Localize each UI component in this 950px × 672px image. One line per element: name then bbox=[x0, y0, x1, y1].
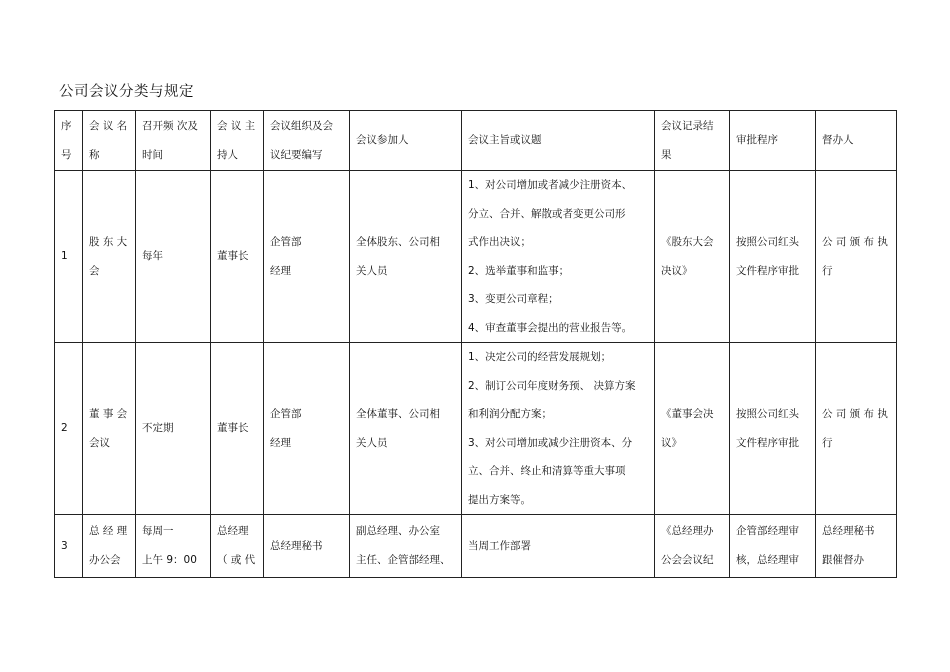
col-header-organizer: 会议组织及会 议纪要编写 bbox=[264, 111, 350, 171]
cell-name: 总 经 理 办公会 bbox=[83, 515, 136, 578]
cell-name: 股 东 大 会 bbox=[83, 171, 136, 343]
col-header-supervisor: 督办人 bbox=[816, 111, 897, 171]
cell-participants: 全体股东、公司相 关人员 bbox=[350, 171, 462, 343]
cell-host: 董事长 bbox=[211, 171, 264, 343]
table-row bbox=[55, 515, 897, 578]
cell-organizer: 企管部 经理 bbox=[264, 171, 350, 343]
col-header-name: 会 议 名 称 bbox=[83, 111, 136, 171]
col-header-approval: 审批程序 bbox=[730, 111, 816, 171]
cell-frequency: 每年 bbox=[136, 171, 211, 343]
cell-organizer: 企管部 经理 bbox=[264, 343, 350, 515]
cell-frequency: 不定期 bbox=[136, 343, 211, 515]
cell-topics: 1、对公司增加或者减少注册资本、 分立、合并、解散或者变更公司形 式作出决议； 2、选举董事和监事； 3、变更公司章程； 4、审查董事会提出的营业报告等。 bbox=[462, 171, 655, 343]
cell-no: 3 bbox=[55, 515, 83, 578]
cell-organizer: 总经理秘书 bbox=[264, 515, 350, 578]
header-row bbox=[55, 111, 897, 171]
col-header-record: 会议记录结 果 bbox=[655, 111, 730, 171]
cell-name: 董 事 会 会议 bbox=[83, 343, 136, 515]
cell-participants: 全体董事、公司相 关人员 bbox=[350, 343, 462, 515]
cell-record: 《总经理办 公会会议纪 bbox=[655, 515, 730, 578]
cell-frequency: 每周一 上午 9：00 bbox=[136, 515, 211, 578]
cell-host: 总经理 （ 或 代 bbox=[211, 515, 264, 578]
col-header-frequency: 召开频 次及 时间 bbox=[136, 111, 211, 171]
table-row bbox=[55, 343, 897, 515]
cell-no: 1 bbox=[55, 171, 83, 343]
cell-participants: 副总经理、办公室 主任、企管部经理、 bbox=[350, 515, 462, 578]
cell-topics: 当周工作部署 bbox=[462, 515, 655, 578]
document-title: 公司会议分类与规定 bbox=[59, 84, 194, 100]
cell-supervisor: 公 司 颁 布 执 行 bbox=[816, 343, 897, 515]
cell-record: 《董事会决 议》 bbox=[655, 343, 730, 515]
table-row bbox=[55, 171, 897, 343]
cell-approval: 企管部经理审 核，总经理审 bbox=[730, 515, 816, 578]
cell-no: 2 bbox=[55, 343, 83, 515]
col-header-no: 序 号 bbox=[55, 111, 83, 171]
col-header-host: 会 议 主 持人 bbox=[211, 111, 264, 171]
col-header-topics: 会议主旨或议题 bbox=[462, 111, 655, 171]
cell-host: 董事长 bbox=[211, 343, 264, 515]
col-header-participants: 会议参加人 bbox=[350, 111, 462, 171]
cell-supervisor: 公 司 颁 布 执 行 bbox=[816, 171, 897, 343]
cell-approval: 按照公司红头 文件程序审批 bbox=[730, 343, 816, 515]
meeting-table bbox=[54, 110, 897, 578]
cell-approval: 按照公司红头 文件程序审批 bbox=[730, 171, 816, 343]
cell-supervisor: 总经理秘书 跟催督办 bbox=[816, 515, 897, 578]
cell-topics: 1、决定公司的经营发展规划； 2、制订公司年度财务预、 决算方案 和利润分配方案； 3、对公司增加或减少注册资本、分 立、合并、终止和清算等重大事项 提出方案等。 bbox=[462, 343, 655, 515]
cell-record: 《股东大会 决议》 bbox=[655, 171, 730, 343]
